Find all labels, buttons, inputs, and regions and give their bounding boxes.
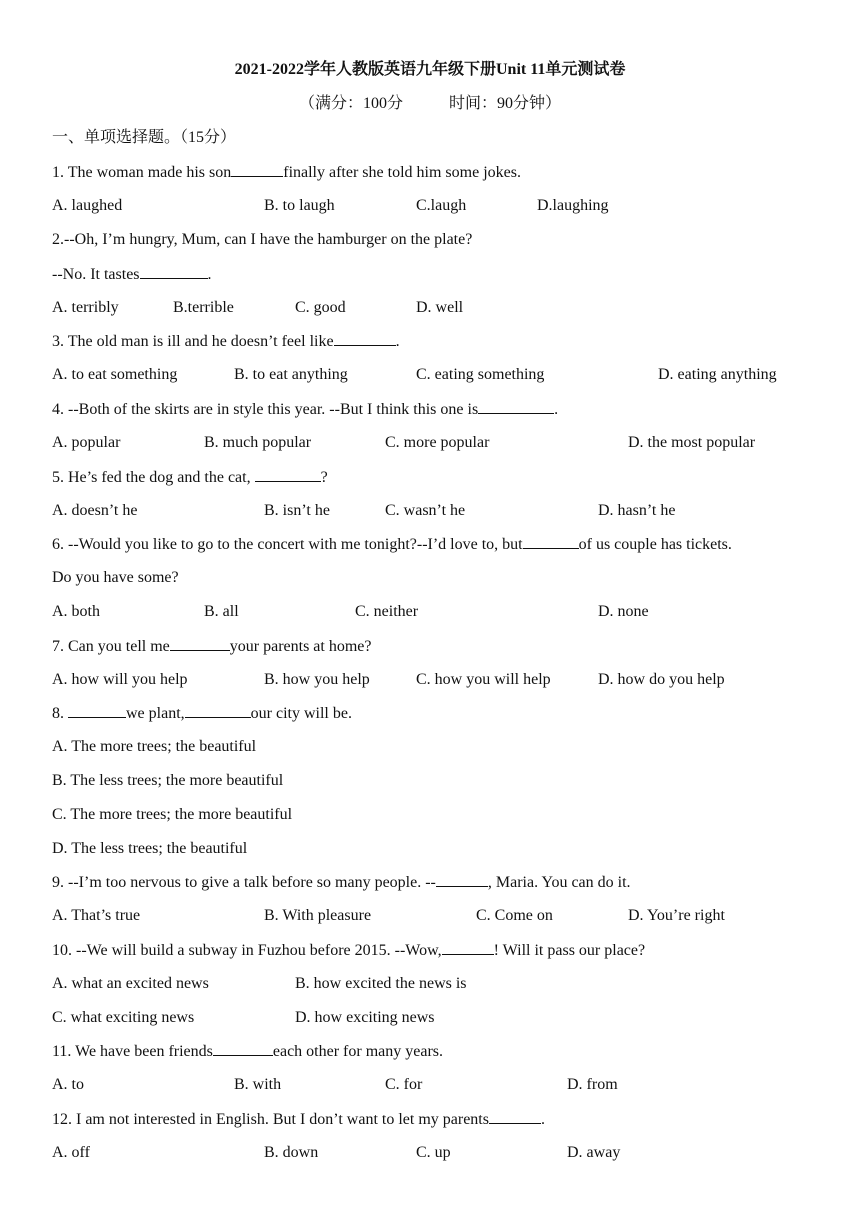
question-5	[52, 465, 328, 489]
question-1	[52, 160, 521, 184]
full-score: （满分：100分	[298, 95, 403, 112]
option-b: B.terrible	[173, 299, 234, 316]
option-b: B. to eat anything	[234, 366, 348, 383]
option-d: D.laughing	[537, 197, 609, 214]
option-d: D. well	[416, 299, 464, 316]
option-b: B. isn’t he	[264, 502, 330, 519]
question-text: 10. --We will build a subway in Fuzhou before 2015. --Wow,	[52, 942, 442, 959]
option-c: C. The more trees; the more beautiful	[52, 806, 293, 823]
option-c: C. good	[295, 299, 346, 316]
question-text: 1. The woman made his son	[52, 164, 232, 181]
question-2: 2.--Oh, I’m hungry, Mum, can I have the hamburger on the plate?	[52, 231, 473, 248]
option-d: D. none	[598, 603, 649, 620]
option-b: B. how you help	[264, 671, 370, 688]
option-c: C. for	[385, 1076, 423, 1093]
question-text: 3. The old man is ill and he doesn’t feel like	[52, 333, 334, 350]
option-d: D. You’re right	[628, 907, 725, 924]
question-8	[52, 701, 352, 725]
option-b: B. with	[234, 1076, 282, 1093]
answer-blank	[489, 1107, 541, 1124]
option-a: A. terribly	[52, 299, 119, 316]
question-text: ! Will it pass our place?	[493, 942, 646, 959]
question-text: finally after she told him some jokes.	[283, 164, 521, 181]
option-a: A. both	[52, 603, 100, 620]
question-text: 5. He’s fed the dog and the cat,	[52, 469, 255, 486]
question-text: 7. Can you tell me	[52, 638, 170, 655]
option-c: C. what exciting news	[52, 1009, 195, 1026]
option-b: B. The less trees; the more beautiful	[52, 772, 284, 789]
question-text: 12. I am not interested in English. But I don’t want to let my parents	[52, 1111, 489, 1128]
option-c: C. how you will help	[416, 671, 551, 688]
option-b: B. how excited the news is	[295, 975, 467, 992]
option-c: C. Come on	[476, 907, 553, 924]
option-c: C. neither	[355, 603, 419, 620]
question-text: 6. --Would you like to go to the concert with me tonight?--I’d love to, but	[52, 536, 523, 553]
answer-blank	[140, 262, 208, 279]
answer-blank	[255, 465, 321, 482]
question-9	[52, 870, 631, 894]
option-a: A. That’s true	[52, 907, 141, 924]
question-12	[52, 1107, 545, 1131]
option-b: B. much popular	[204, 434, 312, 451]
option-b: B. all	[204, 603, 239, 620]
option-c: C.laugh	[416, 197, 467, 214]
option-d: D. how do you help	[598, 671, 725, 688]
question-text: your parents at home?	[229, 638, 372, 655]
question-3	[52, 329, 400, 353]
question-2-reply	[52, 262, 212, 286]
exam-info	[0, 92, 860, 116]
question-10	[52, 938, 645, 962]
option-d: D. hasn’t he	[598, 502, 676, 519]
answer-blank	[213, 1039, 273, 1056]
question-text: , Maria. You can do it.	[487, 874, 631, 891]
question-text: of us couple has tickets.	[578, 536, 732, 553]
answer-blank	[185, 701, 251, 718]
section-heading: 一、单项选择题。（15分）	[52, 129, 237, 146]
question-text: our city will be.	[250, 705, 352, 722]
answer-blank	[334, 329, 396, 346]
option-a: A. how will you help	[52, 671, 188, 688]
option-d: D. The less trees; the beautiful	[52, 840, 248, 857]
question-7	[52, 634, 372, 658]
answer-blank	[231, 160, 283, 177]
option-d: D. the most popular	[628, 434, 756, 451]
option-b: B. With pleasure	[264, 907, 372, 924]
answer-blank	[523, 532, 579, 549]
question-4	[52, 397, 558, 421]
answer-blank	[68, 701, 126, 718]
option-a: A. The more trees; the beautiful	[52, 738, 257, 755]
option-a: A. doesn’t he	[52, 502, 138, 519]
option-c: C. more popular	[385, 434, 490, 451]
answer-blank	[170, 634, 230, 651]
time-limit: 时间：90分钟）	[449, 95, 562, 112]
option-b: B. down	[264, 1144, 319, 1161]
question-text: 4. --Both of the skirts are in style this year. --But I think this one is	[52, 401, 479, 418]
option-a: A. what an excited news	[52, 975, 209, 992]
question-text: 9. --I’m too nervous to give a talk before so many people. --	[52, 874, 436, 891]
question-text: each other for many years.	[272, 1043, 444, 1060]
option-a: A. off	[52, 1144, 90, 1161]
option-c: C. wasn’t he	[385, 502, 466, 519]
question-11	[52, 1039, 443, 1063]
question-text: 8.	[52, 705, 68, 722]
question-text: .	[540, 1111, 545, 1128]
question-text: we plant,	[126, 705, 185, 722]
option-c: C. eating something	[416, 366, 545, 383]
option-a: A. to eat something	[52, 366, 178, 383]
option-a: A. laughed	[52, 197, 123, 214]
question-text: --No. It tastes	[52, 266, 140, 283]
option-a: A. to	[52, 1076, 84, 1093]
option-d: D. away	[567, 1144, 621, 1161]
option-a: A. popular	[52, 434, 121, 451]
answer-blank	[478, 397, 554, 414]
option-d: D. how exciting news	[295, 1009, 435, 1026]
question-text: 11. We have been friends	[52, 1043, 213, 1060]
question-6-cont: Do you have some?	[52, 569, 179, 586]
question-text: ?	[320, 469, 328, 486]
question-text: .	[554, 401, 559, 418]
answer-blank	[442, 938, 494, 955]
answer-blank	[436, 870, 488, 887]
question-text: .	[207, 266, 212, 283]
option-b: B. to laugh	[264, 197, 335, 214]
option-d: D. from	[567, 1076, 618, 1093]
option-c: C. up	[416, 1144, 451, 1161]
page-title: 2021-2022学年人教版英语九年级下册Unit 11单元测试卷	[234, 61, 626, 78]
question-text: .	[395, 333, 400, 350]
question-6	[52, 532, 732, 556]
option-d: D. eating anything	[658, 366, 777, 383]
